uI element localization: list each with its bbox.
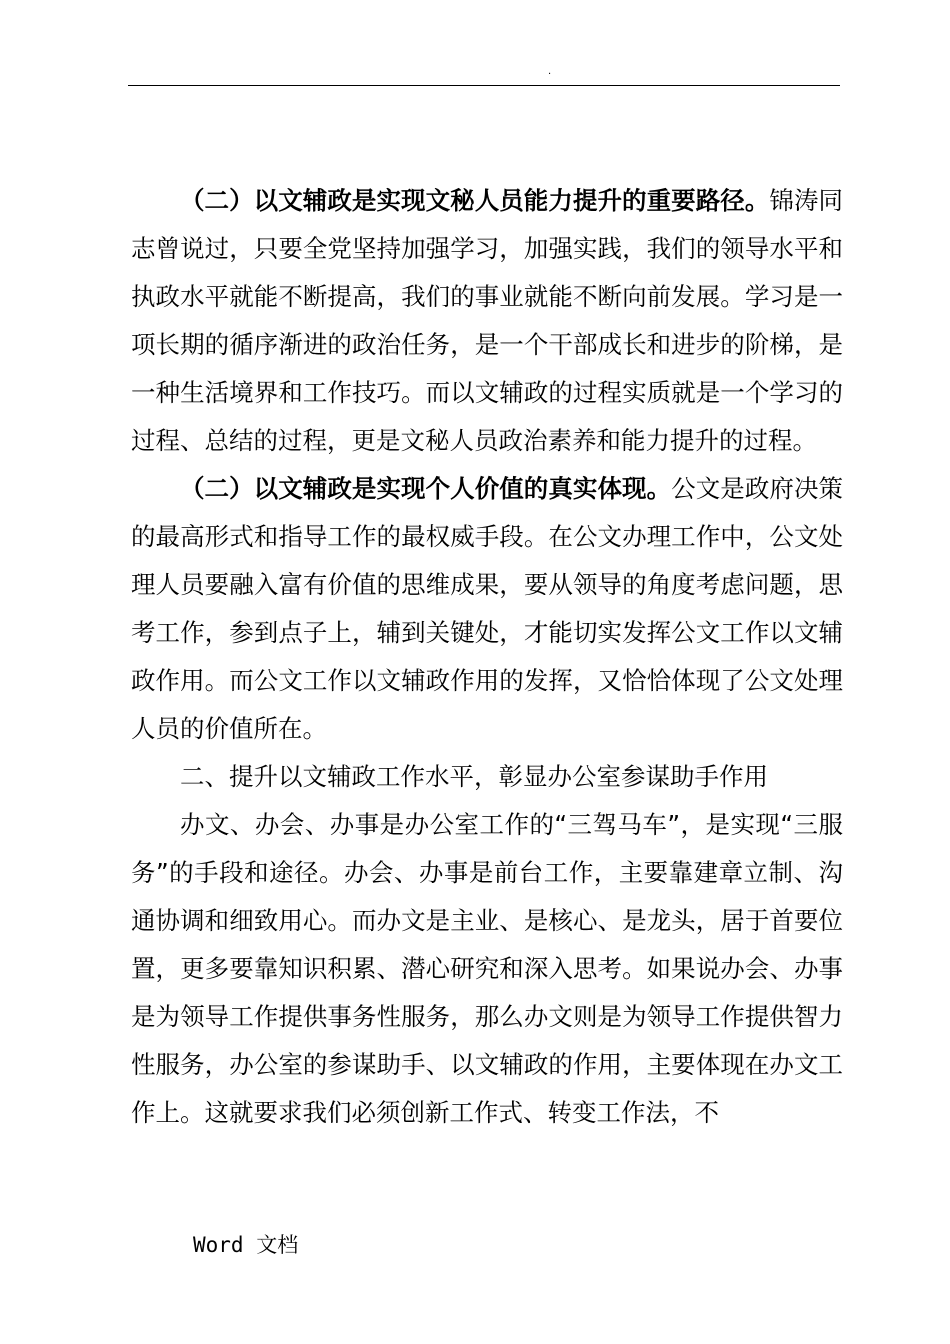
- paragraph-lead: （二）以文辅政是实现个人价值的真实体现。: [180, 474, 672, 503]
- paragraph-office-work: [131, 801, 843, 1137]
- paragraph-text: 锦涛同志曾说过，只要全党坚持加强学习，加强实践，我们的领导水平和执政水平就能不断提高，我们的事业就能不断向前发展。学习是一项长期的循序渐进的政治任务，是一个干部成长和进步的阶梯，是一种生活境界和工作技巧。而以文辅政的过程实质就是一个学习的过程、总结的过程，更是文秘人员政治素养和能力提升的过程。: [131, 186, 844, 455]
- header-mark: .: [548, 66, 552, 77]
- paragraph-lead: （二）以文辅政是实现文秘人员能力提升的重要路径。: [180, 186, 770, 215]
- paragraph-text: 办文、办会、办事是办公室工作的“三驾马车”，是实现“三服务”的手段和途径。办会、办事是前台工作，主要靠建章立制、沟通协调和细致用心。而办文是主业、是核心、是龙头，居于首要位置，更多要靠知识积累、潜心研究和深入思考。如果说办会、办事是为领导工作提供事务性服务，那么办文则是为领导工作提供智力性服务，办公室的参谋助手、以文辅政的作用，主要体现在办文工作上。这就要求我们必须创新工作式、转变工作法，不: [131, 810, 843, 1127]
- paragraph-ability-path: [131, 177, 843, 465]
- document-body: [131, 177, 843, 1137]
- header-rule: [128, 85, 840, 86]
- footer-label: Word 文档: [193, 1233, 299, 1257]
- section-heading-text: 二、提升以文辅政工作水平，彰显办公室参谋助手作用: [180, 762, 768, 791]
- section-heading: [131, 753, 843, 801]
- paragraph-personal-value: [131, 465, 843, 753]
- paragraph-text: 公文是政府决策的最高形式和指导工作的最权威手段。在公文办理工作中，公文处理人员要融入富有价值的思维成果，要从领导的角度考虑问题，思考工作，参到点子上，辅到关键处，才能切实发挥公文工作以文辅政作用。而公文工作以文辅政作用的发挥，又恰恰体现了公文处理人员的价值所在。: [131, 474, 844, 743]
